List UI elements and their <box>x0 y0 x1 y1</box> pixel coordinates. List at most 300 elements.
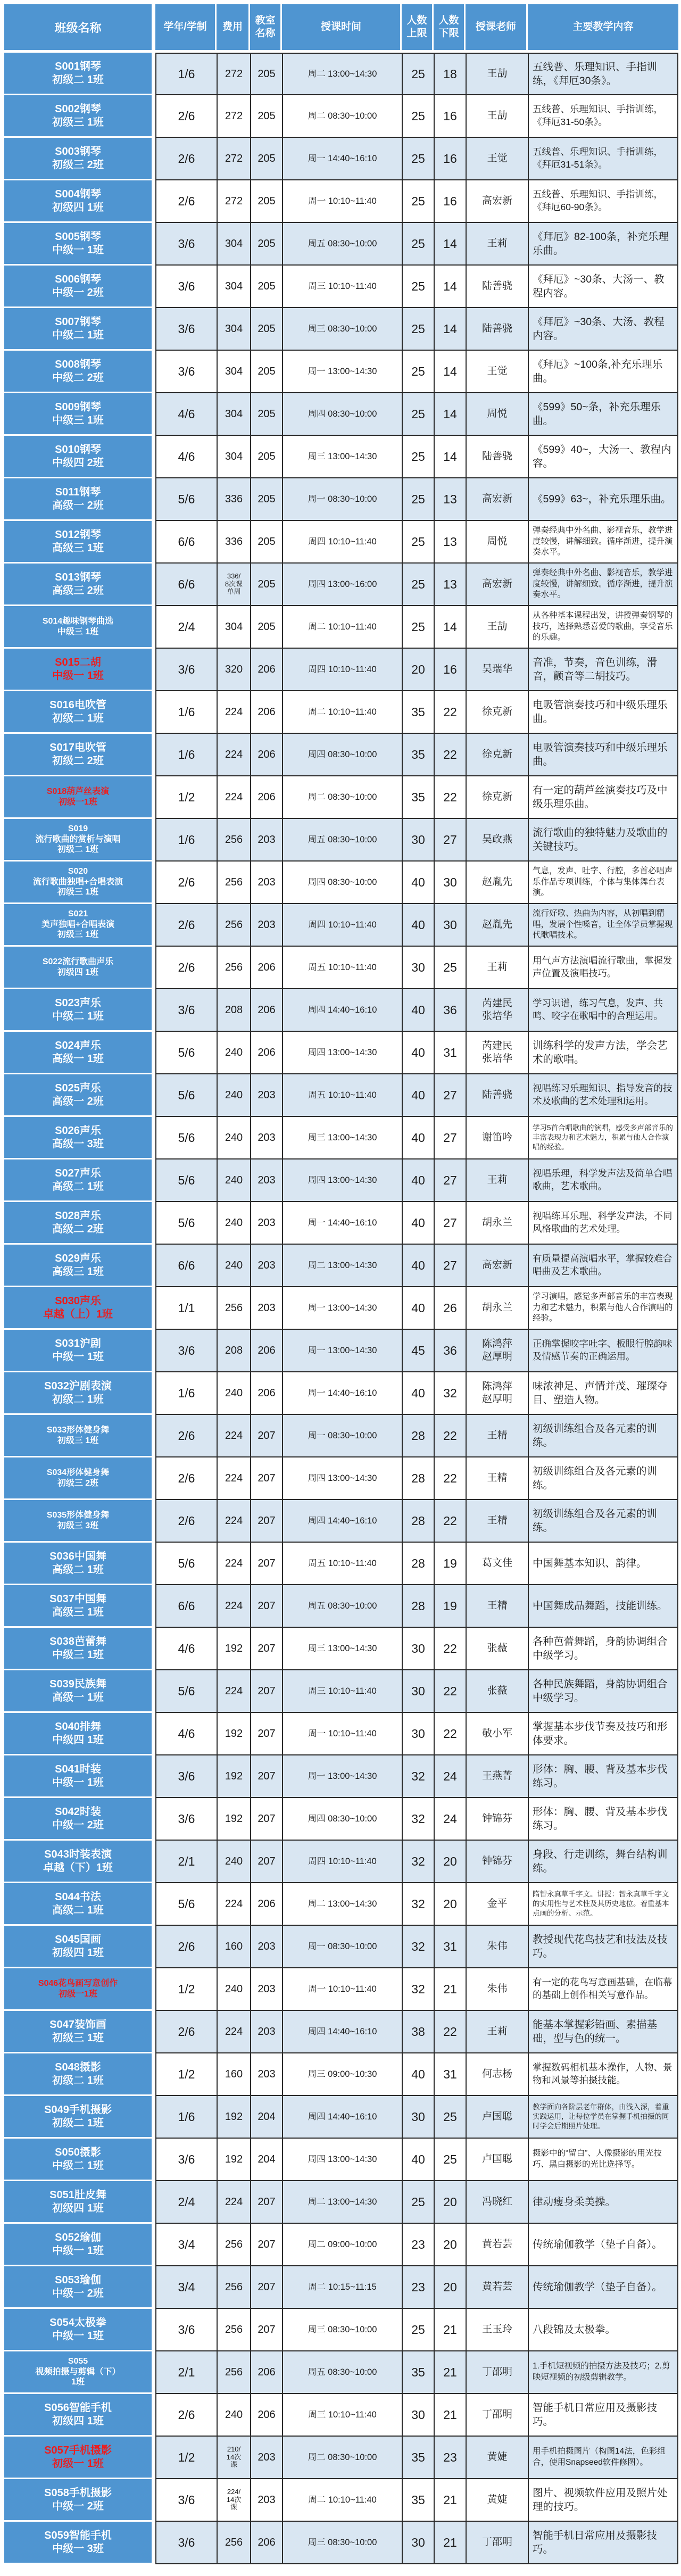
time-cell: 周三 10:10~11:40 <box>283 2394 403 2436</box>
fee-cell: 304 <box>218 223 251 264</box>
fee-cell: 224 <box>218 2181 251 2223</box>
table-row <box>4 223 678 266</box>
min-students-cell: 31 <box>435 1926 467 1967</box>
teacher-cell: 丁邵明 <box>467 2522 529 2563</box>
time-cell: 周一 10:10~11:40 <box>283 180 403 222</box>
fee-cell: 256 <box>218 2522 251 2563</box>
term-cell: 5/6 <box>156 478 218 520</box>
max-students-cell: 38 <box>403 2011 435 2052</box>
fee-cell: 336 <box>218 521 251 562</box>
max-students-cell: 28 <box>403 1457 435 1499</box>
table-row <box>4 2266 678 2309</box>
room-cell: 203 <box>251 1926 283 1967</box>
fee-cell: 272 <box>218 180 251 222</box>
class-name-cell: S053瑜伽 中级一 2班 <box>4 2266 152 2307</box>
max-students-cell: 30 <box>403 1670 435 1712</box>
room-cell: 203 <box>251 862 283 903</box>
max-students-cell: 25 <box>403 95 435 137</box>
room-cell: 205 <box>251 95 283 137</box>
max-students-cell: 25 <box>403 223 435 264</box>
term-cell: 2/6 <box>156 1457 218 1499</box>
max-students-cell: 28 <box>403 1415 435 1456</box>
time-cell: 周三 08:30~10:00 <box>283 2309 403 2350</box>
table-row <box>4 947 678 989</box>
fee-cell: 256 <box>218 947 251 988</box>
fee-cell: 160 <box>218 1926 251 1967</box>
table-row <box>4 266 678 308</box>
term-cell: 1/1 <box>156 1287 218 1329</box>
teacher-cell: 陆善骁 <box>467 308 529 350</box>
room-cell: 206 <box>251 989 283 1031</box>
teacher-cell: 陆善骁 <box>467 266 529 307</box>
min-students-cell: 30 <box>435 862 467 903</box>
fee-cell: 256 <box>218 819 251 860</box>
table-row <box>4 1543 678 1585</box>
room-cell: 205 <box>251 521 283 562</box>
row-grid <box>155 734 678 776</box>
teacher-cell: 赵胤先 <box>467 904 529 946</box>
min-students-cell: 22 <box>435 734 467 775</box>
table-row <box>4 564 678 606</box>
max-students-cell: 32 <box>403 1968 435 2010</box>
term-cell: 2/6 <box>156 862 218 903</box>
min-students-cell: 27 <box>435 819 467 860</box>
min-students-cell: 24 <box>435 1755 467 1797</box>
header-term: 学年/学制 <box>155 4 217 50</box>
class-name-cell: S059智能手机 中级一 3班 <box>4 2522 152 2563</box>
room-cell: 206 <box>251 1883 283 1925</box>
content-cell: 五线普、乐理知识、手指训练，《拜厄31-50条》。 <box>529 95 678 137</box>
max-students-cell: 25 <box>403 54 435 94</box>
row-grid <box>155 393 678 436</box>
fee-cell: 256 <box>218 2351 251 2393</box>
content-cell: 传统瑜伽教学（垫子自备）。 <box>529 2224 678 2265</box>
time-cell: 周四 14:40~16:10 <box>283 1500 403 1542</box>
row-grid <box>155 53 678 95</box>
class-name-cell: S026声乐 高级一 3班 <box>4 1117 152 1158</box>
max-students-cell: 32 <box>403 1755 435 1797</box>
content-cell: 五线普、乐理知识、手指训练，《拜厄60-90条》。 <box>529 180 678 222</box>
term-cell: 4/6 <box>156 393 218 435</box>
time-cell: 周四 08:30~10:00 <box>283 1798 403 1840</box>
fee-cell: 224 <box>218 776 251 818</box>
max-students-cell: 25 <box>403 606 435 648</box>
row-grid <box>155 691 678 734</box>
max-students-cell: 25 <box>403 393 435 435</box>
content-cell: 味浓神足、声情并茂、璀璨夺目、塑造人物。 <box>529 1372 678 1414</box>
content-cell: 五线普、乐理知识、手指训练，《拜厄31-51条》。 <box>529 138 678 179</box>
class-name-cell: S002钢琴 初级三 1班 <box>4 95 152 136</box>
content-cell: 形体：胸、腰、背及基本步伐练习。 <box>529 1755 678 1797</box>
table-row <box>4 2309 678 2351</box>
min-students-cell: 13 <box>435 521 467 562</box>
term-cell: 6/6 <box>156 564 218 605</box>
min-students-cell: 21 <box>435 2479 467 2521</box>
term-cell: 2/6 <box>156 947 218 988</box>
table-row <box>4 2053 678 2096</box>
min-students-cell: 18 <box>435 54 467 94</box>
table-row <box>4 1926 678 1968</box>
teacher-cell: 丁邵明 <box>467 2351 529 2393</box>
class-name-cell: S014趣味钢琴曲选 中级三 1班 <box>4 606 152 647</box>
min-students-cell: 26 <box>435 1287 467 1329</box>
content-cell: 视唱练习乐理知识、指导发音的技术及歌曲的艺术处理和运用。 <box>529 1074 678 1116</box>
room-cell: 205 <box>251 308 283 350</box>
fee-cell: 224 <box>218 691 251 733</box>
teacher-cell: 陈鸿萍 赵厚明 <box>467 1372 529 1414</box>
time-cell: 周一 10:10~11:40 <box>283 1968 403 2010</box>
teacher-cell: 张薇 <box>467 1670 529 1712</box>
term-cell: 6/6 <box>156 521 218 562</box>
fee-cell: 304 <box>218 266 251 307</box>
min-students-cell: 36 <box>435 989 467 1031</box>
time-cell: 周一 08:30~10:00 <box>283 1415 403 1456</box>
row-grid <box>155 1372 678 1415</box>
term-cell: 3/6 <box>156 308 218 350</box>
min-students-cell: 22 <box>435 1500 467 1542</box>
max-students-cell: 40 <box>403 2139 435 2180</box>
teacher-cell: 黄若芸 <box>467 2266 529 2308</box>
fee-cell: 192 <box>218 2096 251 2138</box>
room-cell: 205 <box>251 266 283 307</box>
min-students-cell: 22 <box>435 1713 467 1754</box>
class-name-cell: S017电吹管 初级二 2班 <box>4 734 152 775</box>
fee-cell: 304 <box>218 393 251 435</box>
class-name-cell: S006钢琴 中级一 2班 <box>4 266 152 307</box>
fee-cell: 240 <box>218 2394 251 2436</box>
fee-cell: 192 <box>218 1798 251 1840</box>
term-cell: 6/6 <box>156 1585 218 1627</box>
content-cell: 音准，节奏，音色训练，滑音，颤音等二胡技巧。 <box>529 649 678 690</box>
time-cell: 周三 08:30~10:00 <box>283 308 403 350</box>
fee-cell: 224 <box>218 1457 251 1499</box>
max-students-cell: 25 <box>403 564 435 605</box>
row-grid <box>155 2437 678 2479</box>
table-row <box>4 351 678 393</box>
table-row <box>4 1032 678 1074</box>
teacher-cell: 王精 <box>467 1415 529 1456</box>
min-students-cell: 16 <box>435 180 467 222</box>
min-students-cell: 30 <box>435 904 467 946</box>
time-cell: 周二 08:30~10:00 <box>283 95 403 137</box>
content-cell: 弹奏经典中外名曲、影视音乐，教学进度较慢，讲解细致。循序渐进，提升演奏水平。 <box>529 521 678 562</box>
table-row <box>4 904 678 947</box>
table-row <box>4 1074 678 1117</box>
class-name-cell: S016电吹管 初级二 1班 <box>4 691 152 732</box>
room-cell: 205 <box>251 138 283 179</box>
row-grid <box>155 904 678 947</box>
class-name-cell: S047装饰画 初级三 1班 <box>4 2011 152 2052</box>
max-students-cell: 40 <box>403 1032 435 1073</box>
fee-cell: 224 <box>218 2011 251 2052</box>
class-name-cell: S009钢琴 中级三 1班 <box>4 393 152 434</box>
min-students-cell: 27 <box>435 1074 467 1116</box>
max-students-cell: 40 <box>403 904 435 946</box>
max-students-cell: 35 <box>403 2479 435 2521</box>
content-cell: 《599》63~，补充乐理乐曲。 <box>529 478 678 520</box>
row-grid <box>155 819 678 862</box>
room-cell: 207 <box>251 1841 283 1882</box>
teacher-cell: 陈鸿萍 赵厚明 <box>467 1330 529 1371</box>
time-cell: 周二 10:10~11:40 <box>283 2479 403 2521</box>
row-grid <box>155 1543 678 1585</box>
term-cell: 3/6 <box>156 2309 218 2350</box>
term-cell: 3/6 <box>156 1330 218 1371</box>
room-cell: 206 <box>251 2522 283 2563</box>
row-grid <box>155 1457 678 1500</box>
content-cell: 中国舞成品舞蹈，技能训练。 <box>529 1585 678 1627</box>
class-name-cell: S008钢琴 中级二 2班 <box>4 351 152 392</box>
row-grid <box>155 266 678 308</box>
row-grid <box>155 1159 678 1202</box>
room-cell: 207 <box>251 2266 283 2308</box>
min-students-cell: 22 <box>435 776 467 818</box>
term-cell: 6/6 <box>156 1245 218 1286</box>
class-name-cell: S030声乐 卓越（上）1班 <box>4 1287 152 1328</box>
row-grid <box>155 478 678 521</box>
max-students-cell: 25 <box>403 180 435 222</box>
table-row <box>4 862 678 904</box>
teacher-cell: 王精 <box>467 1457 529 1499</box>
room-cell: 203 <box>251 2437 283 2478</box>
max-students-cell: 32 <box>403 1926 435 1967</box>
min-students-cell: 20 <box>435 1841 467 1882</box>
term-cell: 3/6 <box>156 266 218 307</box>
term-cell: 3/6 <box>156 649 218 690</box>
class-name-cell: S028声乐 高级二 2班 <box>4 1202 152 1243</box>
teacher-cell: 王莉 <box>467 1159 529 1201</box>
table-row <box>4 649 678 691</box>
fee-cell: 256 <box>218 2309 251 2350</box>
room-cell: 206 <box>251 1032 283 1073</box>
fee-cell: 304 <box>218 606 251 648</box>
max-students-cell: 25 <box>403 2181 435 2223</box>
class-name-cell: S007钢琴 中级二 1班 <box>4 308 152 349</box>
class-name-cell: S005钢琴 中级一 1班 <box>4 223 152 264</box>
max-students-cell: 35 <box>403 2437 435 2478</box>
max-students-cell: 23 <box>403 2266 435 2308</box>
fee-cell: 192 <box>218 1755 251 1797</box>
room-cell: 206 <box>251 691 283 733</box>
max-students-cell: 25 <box>403 2309 435 2350</box>
table-row <box>4 436 678 478</box>
min-students-cell: 14 <box>435 223 467 264</box>
min-students-cell: 14 <box>435 308 467 350</box>
teacher-cell: 黄若芸 <box>467 2224 529 2265</box>
content-cell: 视唱乐理，科学发声法及简单合唱歌曲，艺术歌曲。 <box>529 1159 678 1201</box>
room-cell: 204 <box>251 2096 283 2138</box>
class-name-cell: S018葫芦丝表演 初级一1班 <box>4 776 152 817</box>
class-name-cell: S049手机摄影 初级二 1班 <box>4 2096 152 2137</box>
time-cell: 周三 13:00~14:30 <box>283 436 403 477</box>
time-cell: 周四 08:30~10:00 <box>283 862 403 903</box>
teacher-cell: 谢笛吟 <box>467 1117 529 1158</box>
content-cell: 气息，发声、吐字、行腔，多首必唱声乐作品专项训练，个体与集体舞台表演。 <box>529 862 678 903</box>
fee-cell: 240 <box>218 1372 251 1414</box>
row-grid <box>155 2224 678 2266</box>
min-students-cell: 14 <box>435 351 467 392</box>
teacher-cell: 王莉 <box>467 2011 529 2052</box>
content-cell: 形体：胸、腰、背及基本步伐练习。 <box>529 1798 678 1840</box>
table-row <box>4 2139 678 2181</box>
room-cell: 203 <box>251 2011 283 2052</box>
content-cell: 从各种基本课程出发，讲授弹奏钢琴的技巧，选择熟悉喜爱的歌曲，享受音乐的乐趣。 <box>529 606 678 648</box>
row-grid <box>155 2309 678 2351</box>
table-row <box>4 1415 678 1457</box>
teacher-cell: 敬小军 <box>467 1713 529 1754</box>
table-header-row <box>4 4 678 50</box>
room-cell: 207 <box>251 1798 283 1840</box>
content-cell: 隋智永真草千字文。讲授：智永真草千字文的实用性与艺术性及其历史地位。着重基本点画的分析、示范。 <box>529 1883 678 1925</box>
row-grid <box>155 989 678 1032</box>
room-cell: 205 <box>251 436 283 477</box>
min-students-cell: 25 <box>435 2139 467 2180</box>
time-cell: 周五 10:10~11:40 <box>283 947 403 988</box>
row-grid <box>155 180 678 223</box>
room-cell: 203 <box>251 904 283 946</box>
max-students-cell: 40 <box>403 1372 435 1414</box>
room-cell: 204 <box>251 2139 283 2180</box>
fee-cell: 256 <box>218 2224 251 2265</box>
term-cell: 1/2 <box>156 1968 218 2010</box>
content-cell: 视唱练耳乐理、科学发声法，不同风格歌曲的艺术处理。 <box>529 1202 678 1244</box>
teacher-cell: 卢国聪 <box>467 2096 529 2138</box>
row-grid <box>155 1245 678 1287</box>
time-cell: 周五 08:30~10:00 <box>283 2351 403 2393</box>
table-row <box>4 1585 678 1628</box>
max-students-cell: 30 <box>403 1713 435 1754</box>
term-cell: 1/2 <box>156 2053 218 2095</box>
min-students-cell: 22 <box>435 1670 467 1712</box>
room-cell: 206 <box>251 734 283 775</box>
content-cell: 有一定的花鸟写意画基础，在临幕的基础上创作相关写意作品。 <box>529 1968 678 2010</box>
room-cell: 205 <box>251 393 283 435</box>
row-grid <box>155 606 678 649</box>
room-cell: 207 <box>251 1670 283 1712</box>
teacher-cell: 金平 <box>467 1883 529 1925</box>
fee-cell: 240 <box>218 1968 251 2010</box>
row-grid <box>155 1883 678 1926</box>
class-name-cell: S003钢琴 初级三 2班 <box>4 138 152 179</box>
min-students-cell: 16 <box>435 138 467 179</box>
class-name-cell: S031沪剧 中级一 1班 <box>4 1330 152 1371</box>
row-grid <box>155 1202 678 1245</box>
time-cell: 周四 14:40~16:10 <box>283 2096 403 2138</box>
table-row <box>4 2224 678 2266</box>
min-students-cell: 24 <box>435 1798 467 1840</box>
room-cell: 207 <box>251 1457 283 1499</box>
row-grid <box>155 1713 678 1755</box>
header-max: 人数上限 <box>402 4 434 50</box>
table-row <box>4 1457 678 1500</box>
table-row <box>4 2394 678 2437</box>
teacher-cell: 冯晓红 <box>467 2181 529 2223</box>
content-cell: 《拜厄》~30条、大汤一、教程内容。 <box>529 266 678 307</box>
content-cell: 正确掌握咬字吐字、板眼行腔韵味及情感节奏的正确运用。 <box>529 1330 678 1371</box>
term-cell: 2/1 <box>156 2351 218 2393</box>
room-cell: 207 <box>251 2309 283 2350</box>
max-students-cell: 32 <box>403 1883 435 1925</box>
fee-cell: 256 <box>218 1287 251 1329</box>
max-students-cell: 30 <box>403 2522 435 2563</box>
max-students-cell: 25 <box>403 478 435 520</box>
room-cell: 203 <box>251 1159 283 1201</box>
term-cell: 2/4 <box>156 2181 218 2223</box>
time-cell: 周一 14:40~16:10 <box>283 1372 403 1414</box>
time-cell: 周五 08:30~10:00 <box>283 819 403 860</box>
min-students-cell: 32 <box>435 1372 467 1414</box>
fee-cell: 240 <box>218 1117 251 1158</box>
time-cell: 周四 13:00~14:30 <box>283 1457 403 1499</box>
teacher-cell: 徐克新 <box>467 691 529 733</box>
room-cell: 206 <box>251 649 283 690</box>
content-cell: 《拜厄》82-100条，补充乐理乐曲。 <box>529 223 678 264</box>
room-cell: 207 <box>251 1755 283 1797</box>
class-name-cell: S036中国舞 高级二 1班 <box>4 1543 152 1584</box>
max-students-cell: 35 <box>403 691 435 733</box>
content-cell: 用气声方法演唱流行歌曲，掌握发声位置及演唱技巧。 <box>529 947 678 988</box>
row-grid <box>155 2394 678 2437</box>
class-name-cell: S001钢琴 初级二 1班 <box>4 53 152 94</box>
teacher-cell: 王精 <box>467 1585 529 1627</box>
min-students-cell: 21 <box>435 1968 467 2010</box>
time-cell: 周五 08:30~10:00 <box>283 1585 403 1627</box>
teacher-cell: 周悦 <box>467 521 529 562</box>
row-grid <box>155 1074 678 1117</box>
content-cell: 流行歌曲的独特魅力及歌曲的关键技巧。 <box>529 819 678 860</box>
teacher-cell: 高宏新 <box>467 478 529 520</box>
fee-cell: 240 <box>218 1841 251 1882</box>
row-grid <box>155 436 678 478</box>
min-students-cell: 22 <box>435 2011 467 2052</box>
teacher-cell: 王劼 <box>467 95 529 137</box>
term-cell: 1/6 <box>156 691 218 733</box>
table-row <box>4 1117 678 1159</box>
row-grid <box>155 1032 678 1074</box>
min-students-cell: 22 <box>435 1457 467 1499</box>
min-students-cell: 16 <box>435 649 467 690</box>
class-name-cell: S015二胡 中级一 1班 <box>4 649 152 690</box>
fee-cell: 192 <box>218 1628 251 1669</box>
min-students-cell: 13 <box>435 478 467 520</box>
min-students-cell: 27 <box>435 1159 467 1201</box>
time-cell: 周四 13:00~14:30 <box>283 1159 403 1201</box>
row-grid <box>155 138 678 180</box>
teacher-cell: 芮建民 张培华 <box>467 989 529 1031</box>
header-class-name: 班级名称 <box>4 4 152 50</box>
max-students-cell: 32 <box>403 1798 435 1840</box>
term-cell: 2/6 <box>156 1500 218 1542</box>
class-name-cell: S034形体健身舞 初级三 2班 <box>4 1457 152 1498</box>
content-cell: 《599》40~，大汤一、教程内容。 <box>529 436 678 477</box>
time-cell: 周一 08:30~10:00 <box>283 1926 403 1967</box>
table-row <box>4 989 678 1032</box>
row-grid <box>155 223 678 266</box>
min-students-cell: 23 <box>435 2437 467 2478</box>
time-cell: 周二 13:00~14:30 <box>283 54 403 94</box>
time-cell: 周一 13:00~14:30 <box>283 1287 403 1329</box>
content-cell: 学习演唱，感觉多声部音乐的丰富表现力和艺术魅力，积累与他人合作演唱的经验。 <box>529 1287 678 1329</box>
table-row <box>4 1755 678 1798</box>
header-grid <box>155 4 678 50</box>
table-row <box>4 1628 678 1670</box>
content-cell: 《拜厄》~30条、大汤、教程内容。 <box>529 308 678 350</box>
row-grid <box>155 1841 678 1883</box>
table-body <box>4 53 678 2564</box>
term-cell: 2/6 <box>156 2011 218 2052</box>
room-cell: 203 <box>251 1968 283 2010</box>
content-cell: 电吸管演奏技巧和中级乐理乐曲。 <box>529 734 678 775</box>
